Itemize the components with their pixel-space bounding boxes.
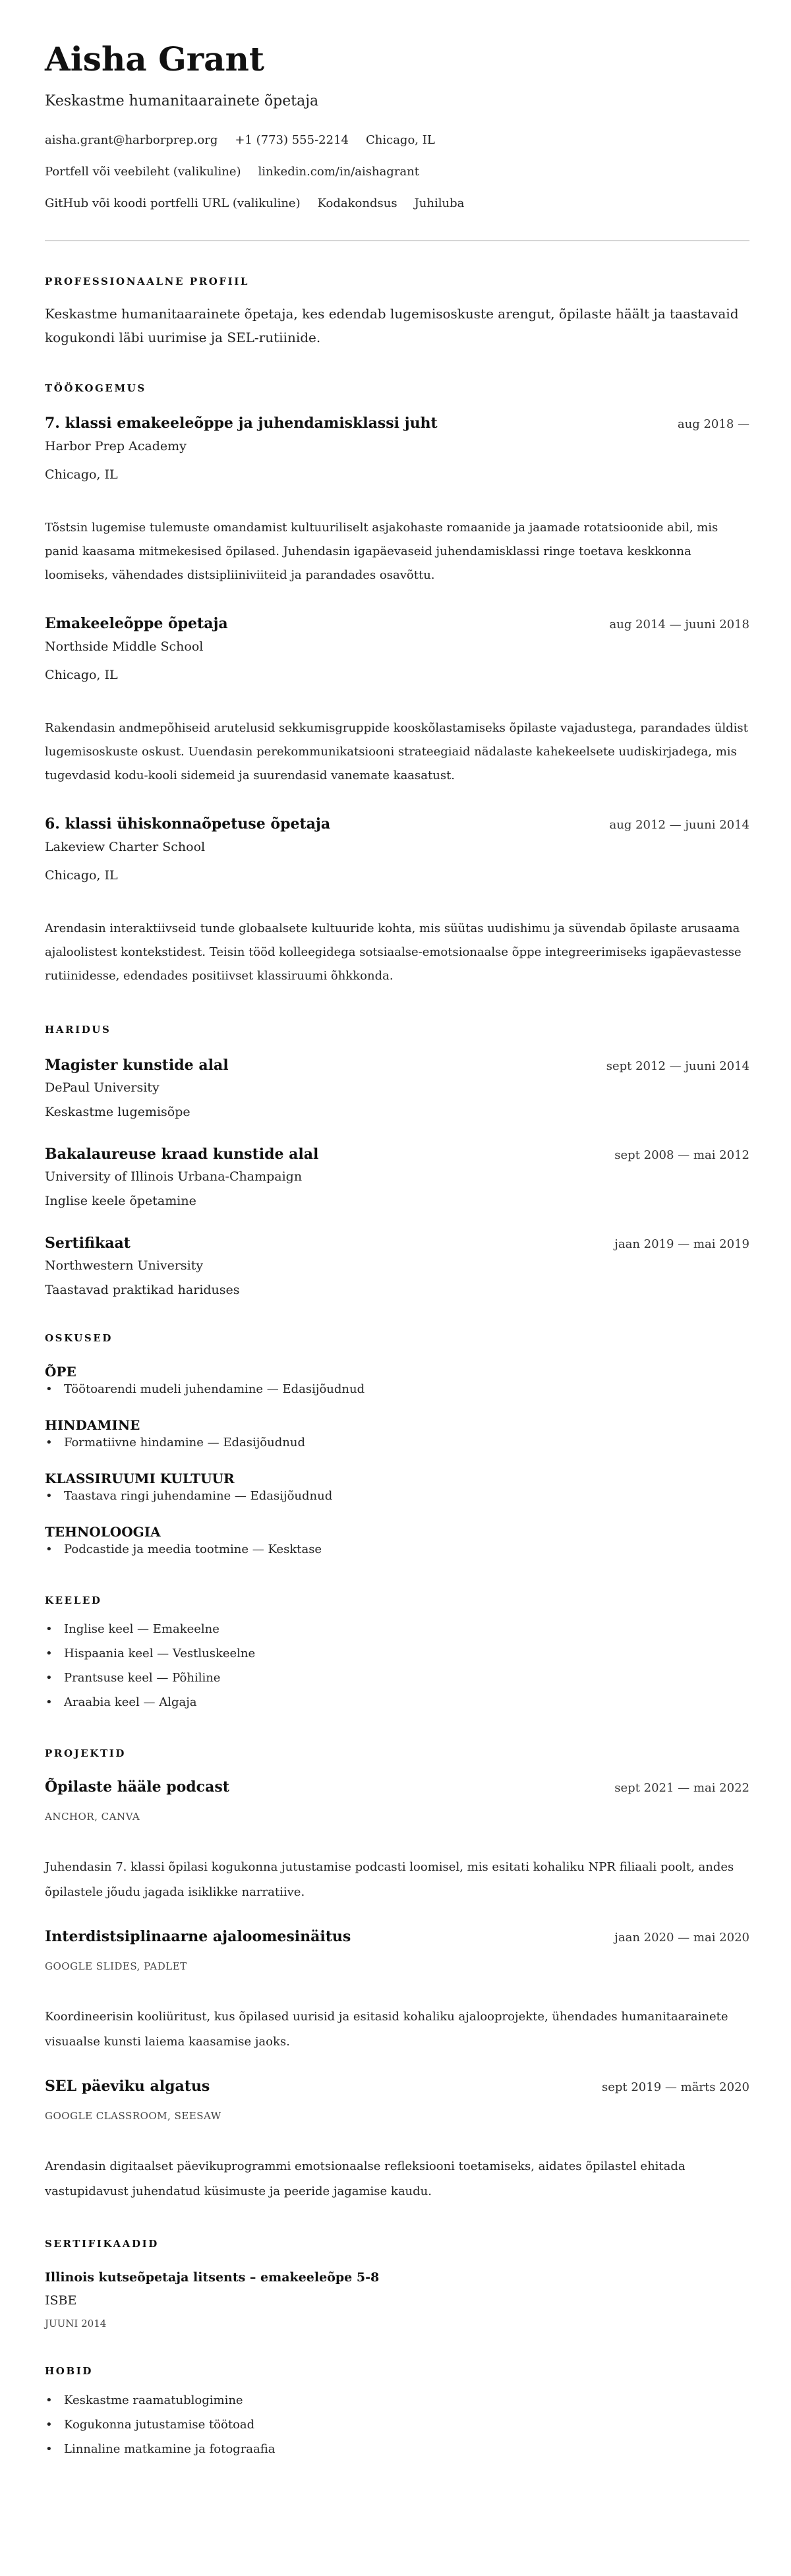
education-section [45, 1023, 749, 1299]
project-title: Õpilaste hääle podcast [45, 1778, 229, 1796]
education-entry [45, 1055, 749, 1121]
contact-drivers-license: Juhiluba [414, 196, 465, 210]
job-organization: Northside Middle School [45, 639, 204, 654]
hobby-item: • Keskastme raamatublogimine [45, 2391, 749, 2410]
project-tech: GOOGLE CLASSROOM, SEESAW [45, 2110, 221, 2122]
project-title: SEL päeviku algatus [45, 2078, 210, 2095]
hobbies-section [45, 2364, 749, 2459]
school-name: Northwestern University [45, 1258, 204, 1273]
profile-section [45, 275, 749, 349]
job-location: Chicago, IL [45, 467, 118, 482]
degree-title: Magister kunstide alal [45, 1057, 229, 1074]
section-heading: KEELED [45, 1595, 102, 1606]
skill-item: • Töötoarendi mudeli juhendamine — Edasijõudnud [45, 1380, 749, 1399]
skill-item: • Taastava ringi juhendamine — Edasijõudnud [45, 1487, 749, 1506]
project-description: Juhendasin 7. klassi õpilasi kogukonna jutustamise podcasti loomisel, mis esitati kohaliku NPR filiaali poolt, andes õpilastele jõudu jagada isiklikke narratiive. [45, 1860, 734, 1899]
education-dates: sept 2008 — mai 2012 [614, 1148, 749, 1162]
project-description: Koordineerisin kooliüritust, kus õpilased uurisid ja esitasid kohaliku ajalooprojekte, ühendades humanitaarainete visuaalse kunsti laiema kaasamise jaoks. [45, 2010, 728, 2049]
contact-github[interactable]: GitHub või koodi portfelli URL (valikuline) [45, 196, 301, 210]
language-item: • Inglise keel — Emakeelne [45, 1620, 749, 1639]
language-item: • Araabia keel — Algaja [45, 1693, 749, 1712]
skill-category: HINDAMINE [45, 1417, 140, 1433]
hobby-item: • Linnaline matkamine ja fotograafia [45, 2440, 749, 2459]
degree-title: Sertifikaat [45, 1235, 131, 1252]
skill-item: • Formatiivne hindamine — Edasijõudnud [45, 1434, 749, 1452]
field-of-study: Keskastme lugemisõpe [45, 1105, 190, 1119]
job-description: Tõstsin lugemise tulemuste omandamist kultuuriliselt asjakohaste romaanide ja jaamade rotatsioonide abil, mis panid kaasama mitmekesised õpilased. Juhendasin igapäevaseid juhendamisklassi ringe toetava keskkonna loomiseks, vähendades distsipliiniviiteid ja parandades osavõttu. [45, 521, 718, 582]
section-heading: OSKUSED [45, 1332, 113, 1344]
projects-section [45, 1747, 749, 2204]
project-description: Arendasin digitaalset päevikuprogrammi emotsionaalse refleksiooni toetamiseks, aidates õpilastel ehitada vastupidavust juhendatud küsimuste ja peeride jagamise kaudu. [45, 2159, 686, 2198]
project-entry [45, 1927, 749, 2055]
job-entry [45, 614, 749, 788]
field-of-study: Inglise keele õpetamine [45, 1194, 196, 1208]
skill-category: KLASSIRUUMI KULTUUR [45, 1471, 235, 1486]
skills-section [45, 1332, 749, 1559]
job-entry [45, 814, 749, 988]
skill-category: TEHNOLOOGIA [45, 1524, 161, 1540]
resume-header [45, 40, 749, 213]
section-heading: HARIDUS [45, 1024, 111, 1036]
project-title: Interdistsiplinaarne ajaloomesinäitus [45, 1928, 351, 1945]
certification-title: Illinois kutseõpetaja litsents – emakeeleõpe 5-8 [45, 2270, 380, 2285]
degree-title: Bakalaureuse kraad kunstide alal [45, 1146, 319, 1163]
skill-group [45, 1470, 749, 1506]
job-title: Emakeeleõppe õpetaja [45, 615, 228, 632]
education-entry [45, 1233, 749, 1299]
skill-category: ÕPE [45, 1364, 76, 1380]
languages-section [45, 1594, 749, 1712]
job-dates: aug 2012 — juuni 2014 [609, 818, 749, 832]
job-organization: Harbor Prep Academy [45, 439, 187, 454]
project-dates: sept 2021 — mai 2022 [614, 1781, 749, 1795]
school-name: University of Illinois Urbana-Champaign [45, 1169, 303, 1184]
job-title: 6. klassi ühiskonnaõpetuse õpetaja [45, 815, 331, 833]
education-entry [45, 1144, 749, 1210]
contact-phone[interactable]: +1 (773) 555-2214 [235, 133, 349, 147]
section-heading: SERTIFIKAADID [45, 2238, 159, 2250]
skill-item: • Podcastide ja meedia tootmine — Kesktase [45, 1540, 749, 1559]
section-heading: TÖÖKOGEMUS [45, 382, 146, 394]
contact-email[interactable]: aisha.grant@harborprep.org [45, 133, 218, 147]
certification-issuer: ISBE [45, 2293, 77, 2308]
job-location: Chicago, IL [45, 668, 118, 682]
header-divider [45, 240, 749, 241]
section-heading: PROJEKTID [45, 1747, 126, 1759]
language-item: • Hispaania keel — Vestluskeelne [45, 1645, 749, 1663]
education-dates: jaan 2019 — mai 2019 [614, 1237, 749, 1251]
profile-text: Keskastme humanitaarainete õpetaja, kes edendab lugemisoskuste arengut, õpilaste häält ja taastavaid kogukondi läbi uurimise ja SEL-rutiinide. [45, 306, 739, 345]
section-heading: HOBID [45, 2365, 93, 2377]
project-dates: jaan 2020 — mai 2020 [614, 1931, 749, 1945]
job-entry [45, 413, 749, 587]
section-heading: PROFESSIONAALNE PROFIIL [45, 276, 250, 287]
project-entry [45, 2076, 749, 2204]
experience-section [45, 382, 749, 988]
contact-linkedin[interactable]: linkedin.com/in/aishagrant [258, 165, 419, 179]
field-of-study: Taastavad praktikad hariduses [45, 1283, 240, 1297]
contact-line-3 [45, 194, 749, 213]
contact-portfolio[interactable]: Portfell või veebileht (valikuline) [45, 165, 241, 179]
certification-date: JUUNI 2014 [45, 2318, 107, 2329]
project-dates: sept 2019 — märts 2020 [601, 2080, 749, 2094]
education-dates: sept 2012 — juuni 2014 [606, 1059, 749, 1073]
project-tech: ANCHOR, CANVA [45, 1811, 140, 1823]
job-description: Arendasin interaktiivseid tunde globaalsete kultuuride kohta, mis süütas uudishimu ja süvendab õpilaste arusaama ajaloolistest kontekstidest. Teisin tööd kolleegidega sotsiaalse-emotsionaalse õppe integreerimiseks igapäevastesse rutiinidesse, edendades positiivset klassiruumi õhkkonda. [45, 922, 742, 983]
language-item: • Prantsuse keel — Põhiline [45, 1669, 749, 1687]
job-title: 7. klassi emakeeleõppe ja juhendamisklassi juht [45, 415, 438, 432]
skill-group [45, 1523, 749, 1559]
contact-citizenship: Kodakondsus [317, 196, 397, 210]
candidate-title: Keskastme humanitaarainete õpetaja [45, 93, 319, 109]
certifications-section [45, 2237, 749, 2331]
certification-entry [45, 2268, 749, 2331]
job-location: Chicago, IL [45, 868, 118, 883]
candidate-name: Aisha Grant [45, 40, 264, 78]
contact-location: Chicago, IL [365, 133, 435, 147]
skill-group [45, 1363, 749, 1399]
school-name: DePaul University [45, 1080, 160, 1095]
job-dates: aug 2018 — [677, 417, 749, 431]
hobby-item: • Kogukonna jutustamise töötoad [45, 2416, 749, 2434]
contact-line-2 [45, 163, 749, 181]
job-dates: aug 2014 — juuni 2018 [609, 618, 749, 631]
project-tech: GOOGLE SLIDES, PADLET [45, 1960, 187, 1972]
skill-group [45, 1417, 749, 1452]
contact-line-1 [45, 131, 749, 150]
job-description: Rakendasin andmepõhiseid arutelusid sekkumisgruppide kooskõlastamiseks õpilaste vajadustega, parandades üldist lugemisoskuste oskust. Uuendasin perekommunikatsiooni strateegiaid nädalaste kahekeelsete uudiskirjadega, mis tugevdasid kodu-kooli sidemeid ja suurendasid vanemate kaasatust. [45, 721, 748, 782]
project-entry [45, 1777, 749, 1905]
job-organization: Lakeview Charter School [45, 840, 206, 854]
